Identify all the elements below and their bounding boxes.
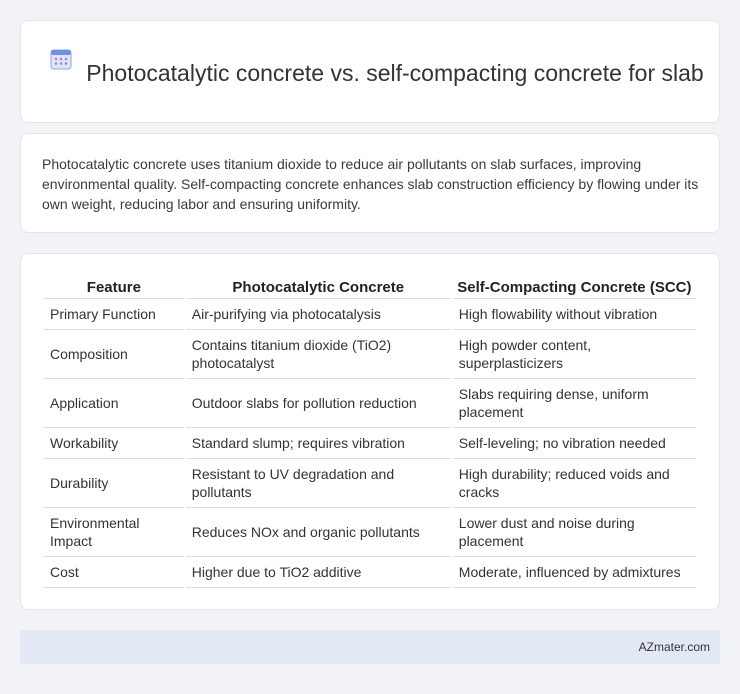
header-photocatalytic: Photocatalytic Concrete bbox=[186, 274, 451, 299]
row-feature: Durability bbox=[44, 459, 184, 508]
intro-card bbox=[20, 133, 720, 233]
row-photocatalytic: Air-purifying via photocatalysis bbox=[186, 299, 451, 330]
table-row bbox=[44, 330, 696, 379]
title-card bbox=[20, 20, 720, 123]
table-row bbox=[44, 299, 696, 330]
table-row bbox=[44, 379, 696, 428]
table-header-row bbox=[44, 274, 696, 299]
header-feature: Feature bbox=[44, 274, 184, 299]
table-row bbox=[44, 508, 696, 557]
row-feature: Primary Function bbox=[44, 299, 184, 330]
table-row bbox=[44, 557, 696, 588]
row-scc: High powder content, superplasticizers bbox=[453, 330, 696, 379]
table-row bbox=[44, 428, 696, 459]
page-title: Photocatalytic concrete vs. self-compacting concrete for slab bbox=[86, 59, 704, 86]
table-row bbox=[44, 459, 696, 508]
row-feature: Environmental Impact bbox=[44, 508, 184, 557]
row-feature: Composition bbox=[44, 330, 184, 379]
row-photocatalytic: Reduces NOx and organic pollutants bbox=[186, 508, 451, 557]
row-scc: Lower dust and noise during placement bbox=[453, 508, 696, 557]
row-scc: High flowability without vibration bbox=[453, 299, 696, 330]
row-feature: Workability bbox=[44, 428, 184, 459]
row-photocatalytic: Standard slump; requires vibration bbox=[186, 428, 451, 459]
row-photocatalytic: Higher due to TiO2 additive bbox=[186, 557, 451, 588]
row-feature: Application bbox=[44, 379, 184, 428]
row-photocatalytic: Outdoor slabs for pollution reduction bbox=[186, 379, 451, 428]
row-scc: Moderate, influenced by admixtures bbox=[453, 557, 696, 588]
intro-text: Photocatalytic concrete uses titanium dioxide to reduce air pollutants on slab surfaces, improving environmental quality. Self-compacting concrete enhances slab construction efficiency by flowing under its own weight, reducing labor and ensuring uniformity. bbox=[42, 156, 699, 212]
footer-bar bbox=[20, 630, 720, 664]
row-feature: Cost bbox=[44, 557, 184, 588]
row-scc: Slabs requiring dense, uniform placement bbox=[453, 379, 696, 428]
row-scc: High durability; reduced voids and cracks bbox=[453, 459, 696, 508]
header-scc: Self-Compacting Concrete (SCC) bbox=[453, 274, 696, 299]
row-photocatalytic: Contains titanium dioxide (TiO2) photocatalyst bbox=[186, 330, 451, 379]
footer-brand: AZmater.com bbox=[638, 640, 710, 654]
row-photocatalytic: Resistant to UV degradation and pollutants bbox=[186, 459, 451, 508]
row-scc: Self-leveling; no vibration needed bbox=[453, 428, 696, 459]
comparison-card bbox=[20, 253, 720, 610]
comparison-table bbox=[42, 274, 698, 588]
